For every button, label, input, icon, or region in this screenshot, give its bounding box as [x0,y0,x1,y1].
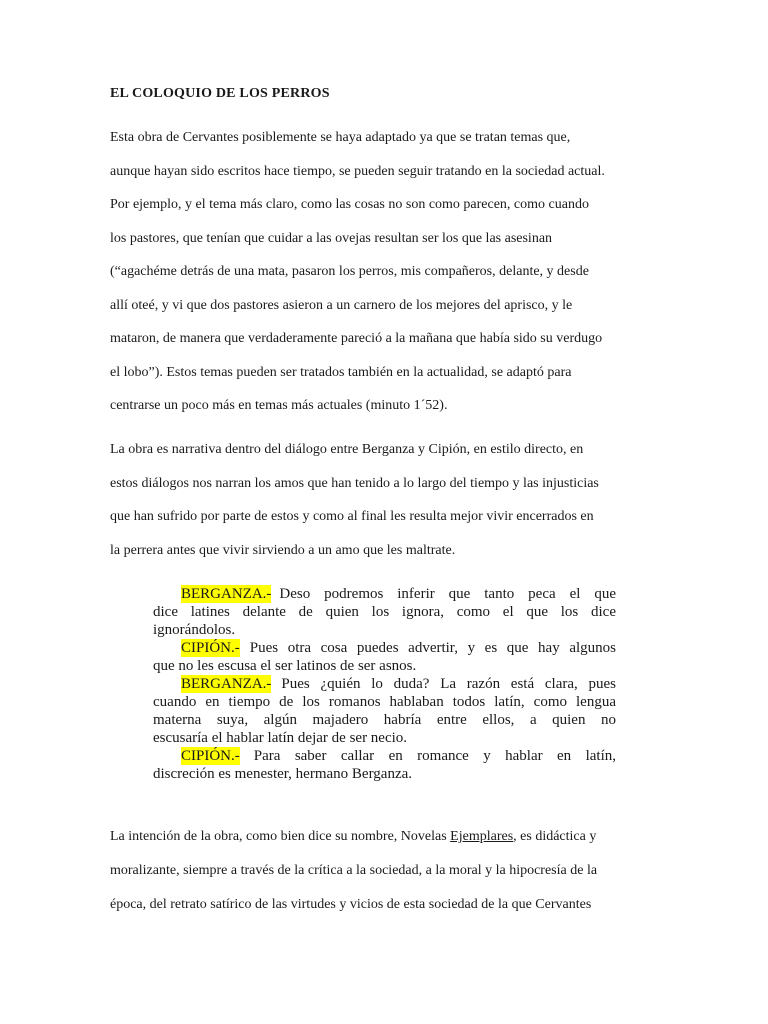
dialogue-line: escusaría el hablar latín dejar de ser necio. [153,730,408,746]
dialogue-line: que no les escusa el ser latinos de ser asnos. [153,658,417,674]
paragraph-1-line: mataron, de manera que verdaderamente pareció a la mañana que había sido su verdugo [110,331,603,346]
dialogue-line: ignorándolos. [153,622,236,638]
paragraph-1-line: aunque hayan sido escritos hace tiempo, se pueden seguir tratando en la sociedad actual. [110,164,605,179]
dialogue-text: Pues otra cosa puedes advertir, y es que hay algunos [249,640,616,656]
paragraph-2-line: que han sufrido por parte de estos y como al final les resulta mejor vivir encerrados en [110,509,594,524]
paragraph-3-text: La intención de la obra, como bien dice su nombre, Novelas [110,829,451,844]
dialogue-text: Pues ¿quién lo duda? La razón está clara, pues [281,676,616,692]
paragraph-1-line: (“agachéme detrás de una mata, pasaron los perros, mis compañeros, delante, y desde [110,264,589,279]
speaker-label-cipion: CIPIÓN.- [181,748,240,764]
paragraph-2-line: La obra es narrativa dentro del diálogo entre Berganza y Cipión, en estilo directo, en [110,442,584,457]
dialogue-line: dice latines delante de quien los ignora, como el que los dice [153,604,616,620]
paragraph-3-line: época, del retrato satírico de las virtudes y vicios de esta sociedad de la que Cervantes [110,897,592,912]
dialogue-line: materna suya, algún majadero habría entre ellos, a quien no [153,712,616,728]
paragraph-2-line: la perrera antes que vivir sirviendo a un amo que les maltrate. [110,543,456,558]
dialogue-line [153,747,616,765]
paragraph-1-line: el lobo”). Estos temas pueden ser tratados también en la actualidad, se adaptó para [110,365,572,380]
dialogue-line [153,639,616,657]
paragraph-1-line: los pastores, que tenían que cuidar a las ovejas resultan ser los que las asesinan [110,231,553,246]
paragraph-1-line: Esta obra de Cervantes posiblemente se haya adaptado ya que se tratan temas que, [110,130,571,145]
paragraph-1-line: centrarse un poco más en temas más actuales (minuto 1´52). [110,398,448,413]
document-title: EL COLOQUIO DE LOS PERROS [110,86,330,101]
dialogue-line: discreción es menester, hermano Berganza. [153,766,413,782]
dialogue-line: cuando en tiempo de los romanos hablaban todos latín, como lengua [153,694,616,710]
dialogue-line [153,675,616,693]
speaker-label-berganza: BERGANZA.- [181,586,272,602]
dialogue-text: Deso podremos inferir que tanto peca el que [279,586,616,602]
paragraph-1-line: Por ejemplo, y el tema más claro, como las cosas no son como parecen, como cuando [110,197,589,212]
dialogue-quote-block [153,585,616,783]
speaker-label-berganza: BERGANZA.- [181,676,272,692]
speaker-label-cipion: CIPIÓN.- [181,640,240,656]
paragraph-1-line: allí oteé, y vi que dos pastores asieron a un carnero de los mejores del aprisco, y le [110,298,573,313]
dialogue-text: Para saber callar en romance y hablar en latín, [253,748,616,764]
paragraph-3-text: , es didáctica y [513,829,597,844]
paragraph-3-line [110,829,596,845]
paragraph-2-line: estos diálogos nos narran los amos que han tenido a lo largo del tiempo y las injusticias [110,476,599,491]
underlined-term: Ejemplares [450,829,514,844]
paragraph-3-line: moralizante, siempre a través de la crítica a la sociedad, a la moral y la hipocresía de la [110,863,598,878]
dialogue-line [153,585,616,603]
